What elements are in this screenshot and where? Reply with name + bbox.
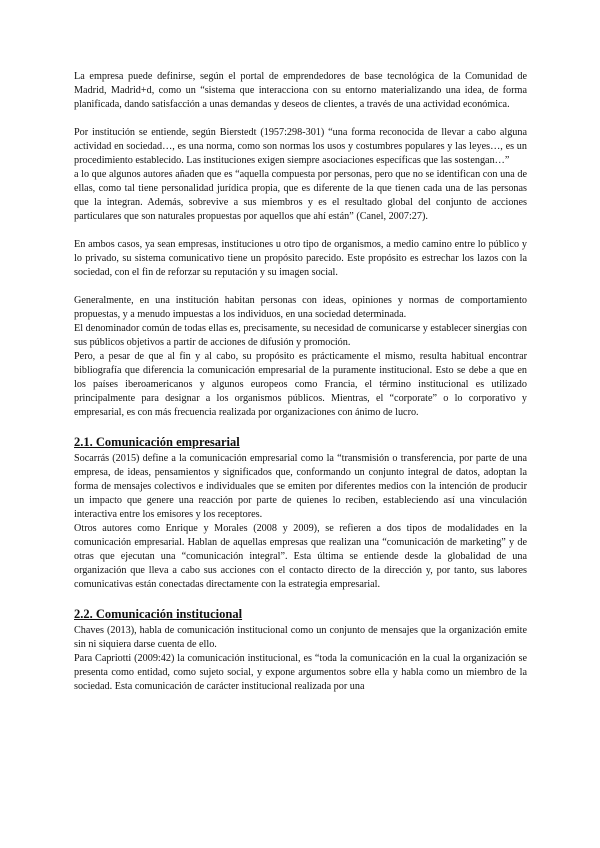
paragraph-socarras: Socarrás (2015) define a la comunicación empresarial como la “transmisión o transferencia, por parte de una empresa, de ideas, pensamientos y significados que, conformando un conjunto integral de datos, adoptan la forma de mensajes colectivos e individuales que se emiten por diferentes medios con la intención de producir un impacto que genere una reacción por parte de quienes lo reciben, estableciendo así una vinculación interactiva entre los emisores y los receptores. — [74, 453, 527, 520]
section-heading-comunicacion-empresarial: 2.1. Comunicación empresarial — [74, 435, 240, 449]
paragraph-ambos-casos: En ambos casos, ya sean empresas, instituciones u otro tipo de organismos, a medio camino entre lo público y lo privado, su sistema comunicativo tiene un propósito parecido. Este propósito es estrechar los lazos con la sociedad, con el fin de reforzar su reputación y su imagen social. — [74, 239, 527, 278]
paragraph-generalmente: Generalmente, en una institución habitan personas con ideas, opiniones y normas de comportamiento propuestas, y a menudo impuestas a los individuos, en una sociedad determinada. — [74, 295, 527, 320]
paragraph-gap — [74, 592, 527, 606]
paragraph-empresa-definition: La empresa puede definirse, según el portal de emprendedores de base tecnológica de la Comunidad de Madrid, Madrid+d, como un “sistema que interacciona con su entorno materializando una idea, de forma planificada, dando satisfacción a unas demandas y deseos de clientes, a través de una actividad económica. — [74, 71, 527, 110]
paragraph-denominador-comun: El denominador común de todas ellas es, precisamente, su necesidad de comunicarse y establecer sinergias con sus públicos objetivos a partir de acciones de difusión y promoción. — [74, 323, 527, 348]
paragraph-institucion-addendum: a lo que algunos autores añaden que es “aquella compuesta por personas, pero que no se identifican con una de ellas, como tal tiene personalidad jurídica propia, que es diferente de la que tienen cada una de las personas que la integran. Además, sobrevive a sus miembros y es el resultado global del conjunto de acciones particulares que son naturales propuestas por aquellos que ahí están” (Canel, 2007:27). — [74, 169, 527, 222]
document-body — [74, 70, 527, 694]
paragraph-otros-autores: Otros autores como Enrique y Morales (2008 y 2009), se refieren a dos tipos de modalidades en la comunicación empresarial. Hablan de aquellas empresas que realizan una “comunicación de marketing” y de otras que ejecutan una “comunicación integral”. Esta última se entiende desde la globalidad de una organización que lleva a cabo sus acciones con el contacto directo de la dirección y, por tanto, sus labores comunicativas están conectadas directamente con la estrategia empresarial. — [74, 523, 527, 590]
paragraph-gap — [74, 280, 527, 294]
paragraph-pero: Pero, a pesar de que al fin y al cabo, su propósito es prácticamente el mismo, resulta habitual encontrar bibliografía que diferencia la comunicación empresarial de la puramente institucional. Esto se debe a que en los países iberoamericanos y algunos europeos como Francia, el término institucional es utilizado principalmente para designar a los organismos públicos. Mientras, el “corporate” o lo corporativo y empresarial, es con más frecuencia realizada por organizaciones con ánimo de lucro. — [74, 351, 527, 418]
paragraph-gap — [74, 420, 527, 434]
paragraph-gap — [74, 112, 527, 126]
paragraph-capriotti: Para Capriotti (2009:42) la comunicación institucional, es “toda la comunicación en la cual la organización se presenta como entidad, como sujeto social, y expone argumentos sobre ella y habla como un miembro de la sociedad. Esta comunicación de carácter institucional realizada por una — [74, 653, 527, 692]
paragraph-gap — [74, 224, 527, 238]
paragraph-institucion-definition: Por institución se entiende, según Bierstedt (1957:298-301) “una forma reconocida de llevar a cabo alguna actividad en sociedad…, es una norma, como son normas los usos y costumbres populares y las leyes…, es un procedimiento establecido. Las instituciones exigen siempre asociaciones específicas que las sostengan…” — [74, 127, 527, 166]
section-heading-comunicacion-institucional: 2.2. Comunicación institucional — [74, 607, 243, 621]
paragraph-chaves: Chaves (2013), habla de comunicación institucional como un conjunto de mensajes que la organización emite sin ni siquiera darse cuenta de ello. — [74, 625, 527, 650]
